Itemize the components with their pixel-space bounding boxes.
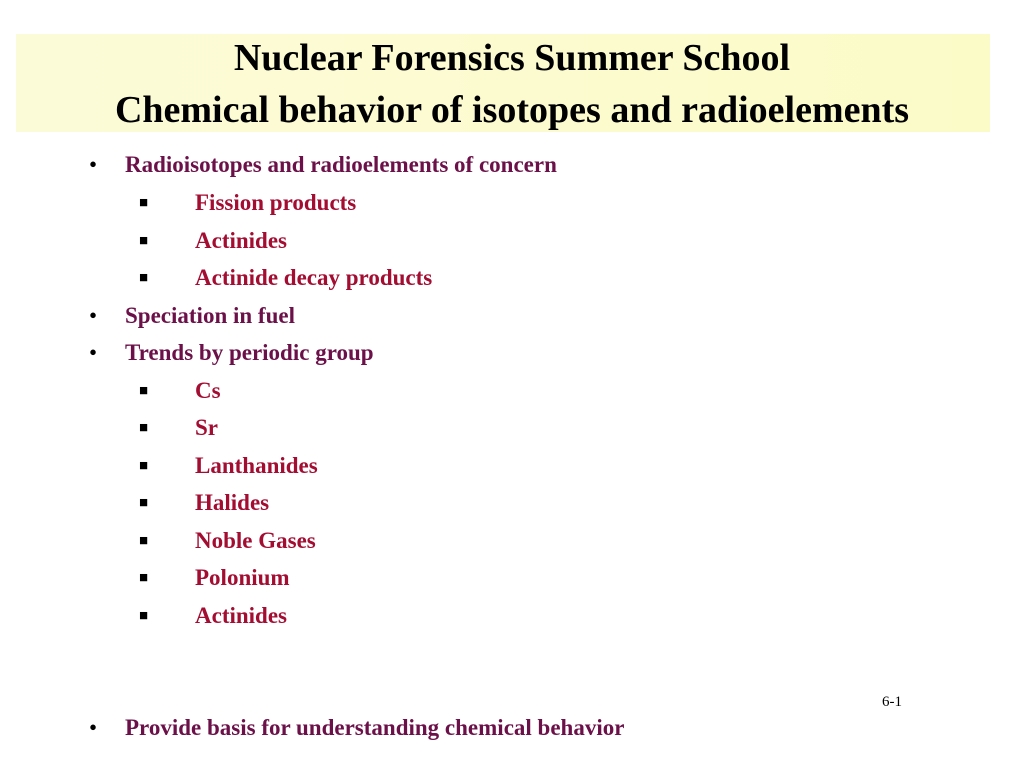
square-bullet-icon: ■ <box>139 420 149 436</box>
sub-bullet-item <box>139 227 287 255</box>
slide-title-line-1: Nuclear Forensics Summer School <box>233 37 791 79</box>
sub-bullet-text: Sr <box>195 415 218 440</box>
bullet-icon: • <box>89 152 98 177</box>
square-bullet-icon: ■ <box>139 233 149 249</box>
sub-bullet-text: Fission products <box>195 190 357 215</box>
sub-bullet-item <box>139 189 356 217</box>
sub-bullet-text: Actinides <box>195 228 287 253</box>
bullet-item <box>89 302 295 330</box>
bullet-icon: • <box>89 303 98 328</box>
slide-title-line-2: Chemical behavior of isotopes and radioelements <box>114 89 910 131</box>
sub-bullet-text: Noble Gases <box>195 528 316 553</box>
square-bullet-icon: ■ <box>139 533 149 549</box>
sub-bullet-item <box>139 377 221 405</box>
sub-bullet-item <box>139 452 318 480</box>
square-bullet-icon: ■ <box>139 570 149 586</box>
bullet-item <box>89 151 557 179</box>
square-bullet-icon: ■ <box>139 495 149 511</box>
bullet-icon: • <box>89 340 98 365</box>
square-bullet-icon: ■ <box>139 608 149 624</box>
bullet-item <box>89 714 624 742</box>
square-bullet-icon: ■ <box>139 458 149 474</box>
sub-bullet-text: Halides <box>195 490 270 515</box>
sub-bullet-text: Lanthanides <box>195 453 318 478</box>
sub-bullet-item <box>139 489 269 517</box>
sub-bullet-text: Cs <box>195 378 221 403</box>
sub-bullet-item <box>139 414 218 442</box>
bullet-icon: • <box>89 715 98 740</box>
square-bullet-icon: ■ <box>139 383 149 399</box>
sub-bullet-item <box>139 564 290 592</box>
sub-bullet-text: Actinide decay products <box>195 265 433 290</box>
sub-bullet-item <box>139 602 287 630</box>
bullet-text: Provide basis for understanding chemical behavior <box>125 715 625 740</box>
sub-bullet-text: Polonium <box>195 565 290 590</box>
bullet-text: Speciation in fuel <box>125 303 295 328</box>
page-number: 6-1 <box>882 694 902 710</box>
sub-bullet-text: Actinides <box>195 603 287 628</box>
bullet-text: Radioisotopes and radioelements of concern <box>125 152 557 177</box>
square-bullet-icon: ■ <box>139 195 149 211</box>
square-bullet-icon: ■ <box>139 270 149 286</box>
sub-bullet-item <box>139 527 316 555</box>
sub-bullet-item <box>139 264 432 292</box>
bullet-text: Trends by periodic group <box>125 340 374 365</box>
bullet-item <box>89 339 374 367</box>
